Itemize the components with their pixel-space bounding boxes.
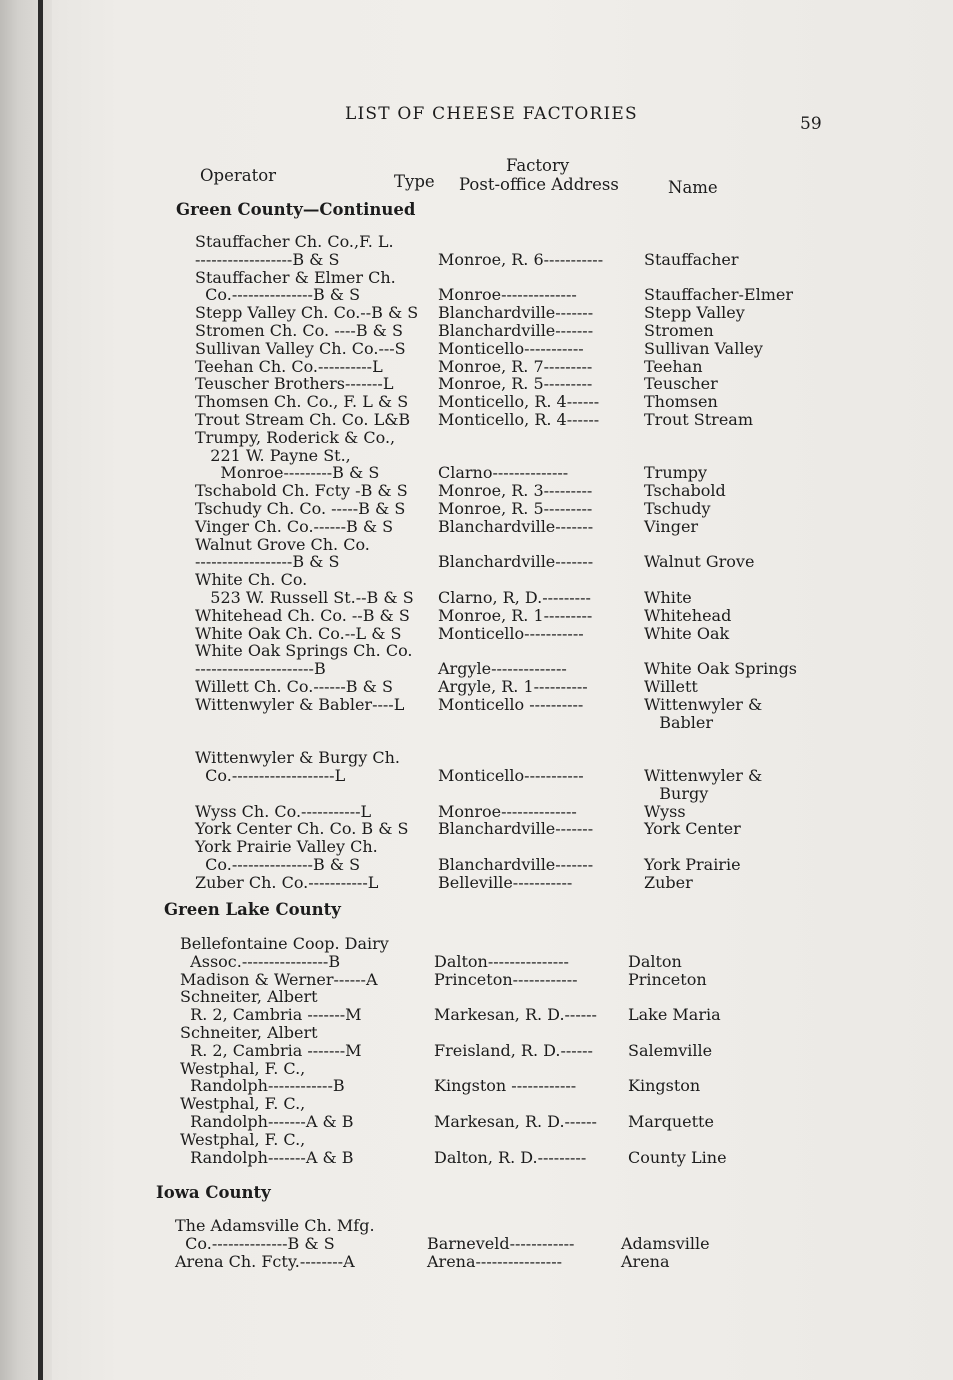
page-binding — [0, 0, 52, 1380]
table-row — [180, 970, 953, 988]
table-row — [195, 374, 953, 392]
table-row — [180, 1023, 953, 1041]
table-row — [195, 677, 953, 695]
factory-name-cell: Trout Stream — [644, 409, 753, 429]
table-row — [195, 766, 953, 784]
address-cell: Monroe, R. 7--------- — [438, 356, 593, 376]
table-row — [195, 588, 953, 606]
address-cell: Dalton--------------- — [434, 951, 569, 971]
table-row — [195, 303, 953, 321]
table-row — [195, 357, 953, 375]
operator-cell: Trumpy, Roderick & Co., — [195, 427, 396, 447]
address-cell: Arena---------------- — [427, 1251, 563, 1271]
operator-cell: ------------------B & S — [195, 552, 340, 572]
address-cell: Belleville----------- — [438, 872, 573, 892]
operator-cell: Arena Ch. Fcty.--------A — [175, 1251, 355, 1271]
address-cell: Monroe-------------- — [438, 801, 577, 821]
operator-cell: Willett Ch. Co.------B & S — [195, 676, 393, 696]
factory-name-cell: Salemville — [628, 1040, 713, 1060]
operator-cell: Randolph------------B — [180, 1076, 345, 1096]
table-row — [195, 428, 953, 446]
operator-cell: Schneiter, Albert — [180, 1022, 318, 1042]
factory-name-cell: Babler — [644, 712, 714, 732]
county-listing-iowa — [175, 1216, 953, 1269]
factory-name-cell: Dalton — [628, 951, 682, 971]
table-row — [195, 339, 953, 357]
operator-cell: Schneiter, Albert — [180, 987, 318, 1007]
table-row — [175, 1234, 953, 1252]
address-cell: Monticello, R. 4------ — [438, 409, 600, 429]
table-row — [180, 952, 953, 970]
table-row — [195, 321, 953, 339]
address-cell: Blanchardville------- — [438, 854, 594, 874]
operator-cell: 221 W. Payne St., — [195, 445, 351, 465]
address-cell: Blanchardville------- — [438, 320, 594, 340]
factory-name-cell: Kingston — [628, 1076, 701, 1096]
table-row — [180, 1094, 953, 1112]
operator-cell: Madison & Werner------A — [180, 969, 378, 989]
column-header-factory: Factory — [506, 156, 570, 175]
table-row — [180, 987, 953, 1005]
factory-name-cell: Arena — [621, 1251, 670, 1271]
operator-cell: Westphal, F. C., — [180, 1094, 306, 1114]
address-cell: Blanchardville------- — [438, 303, 594, 323]
table-row — [195, 570, 953, 588]
factory-name-cell: Walnut Grove — [644, 552, 755, 572]
table-row — [175, 1216, 953, 1234]
binding-edge-line — [38, 0, 43, 1380]
operator-cell: Teuscher Brothers-------L — [195, 374, 394, 394]
address-cell: Dalton, R. D.--------- — [434, 1147, 587, 1167]
operator-cell: The Adamsville Ch. Mfg. — [175, 1216, 375, 1235]
table-row — [195, 268, 953, 286]
table-row — [195, 695, 953, 713]
address-cell: Monticello----------- — [438, 765, 584, 785]
table-row — [195, 232, 953, 250]
table-row — [195, 784, 953, 802]
factory-name-cell: York Prairie — [644, 854, 741, 874]
table-row — [195, 250, 953, 268]
operator-cell: White Oak Springs Ch. Co. — [195, 641, 413, 661]
table-row — [180, 1076, 953, 1094]
operator-cell: Thomsen Ch. Co., F. L & S — [195, 392, 409, 412]
table-row — [195, 837, 953, 855]
table-row — [195, 535, 953, 553]
column-header-type: Type — [394, 172, 435, 191]
address-cell: Clarno-------------- — [438, 463, 569, 483]
address-cell: Monroe, R. 3--------- — [438, 481, 593, 501]
operator-cell: Teehan Ch. Co.----------L — [195, 356, 383, 376]
county-heading: Iowa County — [156, 1183, 271, 1202]
operator-cell: Sullivan Valley Ch. Co.---S — [195, 338, 406, 358]
operator-cell: Randolph-------A & B — [180, 1147, 354, 1167]
factory-name-cell: Teuscher — [644, 374, 718, 394]
operator-cell: Stauffacher Ch. Co.,F. L. — [195, 232, 394, 251]
address-cell: Monroe, R. 5--------- — [438, 374, 593, 394]
factory-name-cell: White Oak — [644, 623, 730, 643]
table-row — [195, 285, 953, 303]
operator-cell: York Center Ch. Co. B & S — [195, 819, 409, 839]
column-header-operator: Operator — [200, 166, 277, 185]
factory-name-cell: Vinger — [644, 516, 699, 536]
factory-name-cell: Princeton — [628, 969, 707, 989]
factory-name-cell: Zuber — [644, 872, 693, 892]
address-cell: Markesan, R. D.------ — [434, 1111, 597, 1131]
operator-cell: R. 2, Cambria -------M — [180, 1040, 362, 1060]
address-cell: Monticello----------- — [438, 338, 584, 358]
address-cell: Freisland, R. D.------ — [434, 1040, 593, 1060]
table-row — [195, 552, 953, 570]
operator-cell: Co.---------------B & S — [195, 854, 361, 874]
county-listing-green-lake — [180, 934, 953, 1165]
factory-name-cell: Lake Maria — [628, 1005, 721, 1025]
table-row — [180, 1112, 953, 1130]
table-row — [195, 499, 953, 517]
operator-cell: Walnut Grove Ch. Co. — [195, 534, 370, 554]
factory-name-cell: White Oak Springs — [644, 659, 798, 679]
table-row — [195, 730, 953, 748]
operator-cell: Wittenwyler & Babler----L — [195, 694, 405, 714]
address-cell: Kingston ------------ — [434, 1076, 577, 1096]
factory-name-cell: Trumpy — [644, 463, 708, 483]
table-row — [180, 1041, 953, 1059]
table-row — [195, 517, 953, 535]
factory-name-cell: Wittenwyler & — [644, 765, 763, 785]
operator-cell: Bellefontaine Coop. Dairy — [180, 934, 389, 953]
factory-name-cell: Thomsen — [644, 392, 718, 412]
address-cell: Monroe, R. 1--------- — [438, 605, 593, 625]
address-cell: Monticello, R. 4------ — [438, 392, 600, 412]
operator-cell: Monroe---------B & S — [195, 463, 380, 483]
table-row — [195, 641, 953, 659]
operator-cell: Stauffacher & Elmer Ch. — [195, 267, 396, 287]
factory-name-cell: York Center — [644, 819, 741, 839]
factory-name-cell: Tschabold — [644, 481, 726, 501]
factory-name-cell: Adamsville — [621, 1233, 710, 1253]
operator-cell: ------------------B & S — [195, 249, 340, 269]
table-row — [180, 934, 953, 952]
operator-cell: Westphal, F. C., — [180, 1129, 306, 1149]
operator-cell: White Oak Ch. Co.--L & S — [195, 623, 402, 643]
operator-cell: Trout Stream Ch. Co. L&B — [195, 409, 411, 429]
address-cell: Blanchardville------- — [438, 516, 594, 536]
factory-name-cell: Sullivan Valley — [644, 338, 763, 358]
factory-name-cell: Stromen — [644, 320, 714, 340]
table-row — [195, 624, 953, 642]
operator-cell: Whitehead Ch. Co. --B & S — [195, 605, 410, 625]
factory-name-cell: Whitehead — [644, 605, 732, 625]
address-cell: Monticello ---------- — [438, 694, 584, 714]
operator-cell: Co.---------------B & S — [195, 285, 361, 305]
factory-name-cell: Stepp Valley — [644, 303, 745, 323]
address-cell: Markesan, R. D.------ — [434, 1005, 597, 1025]
operator-cell: 523 W. Russell St.--B & S — [195, 587, 414, 607]
operator-cell: Wittenwyler & Burgy Ch. — [195, 748, 401, 768]
operator-cell: ----------------------B — [195, 659, 326, 679]
table-row — [195, 446, 953, 464]
factory-name-cell: Teehan — [644, 356, 703, 376]
operator-cell: Co.-------------------L — [195, 765, 346, 785]
factory-name-cell: Tschudy — [644, 498, 711, 518]
table-row — [195, 802, 953, 820]
operator-cell: Co.--------------B & S — [175, 1233, 335, 1253]
running-head: LIST OF CHEESE FACTORIES — [345, 104, 638, 124]
address-cell: Blanchardville------- — [438, 819, 594, 839]
factory-name-cell: White — [644, 587, 692, 607]
factory-name-cell: Wittenwyler & — [644, 694, 763, 714]
county-heading: Green Lake County — [164, 900, 341, 919]
table-row — [195, 659, 953, 677]
page-number: 59 — [800, 114, 822, 134]
address-cell: Monroe, R. 6----------- — [438, 249, 604, 269]
county-heading: Green County—Continued — [176, 200, 416, 219]
table-row — [195, 410, 953, 428]
operator-cell: Stepp Valley Ch. Co.--B & S — [195, 303, 419, 323]
table-row — [195, 819, 953, 837]
factory-name-cell: Wyss — [644, 801, 686, 821]
column-header-name: Name — [668, 178, 718, 197]
operator-cell: Tschudy Ch. Co. -----B & S — [195, 498, 406, 518]
address-cell: Barneveld------------ — [427, 1233, 575, 1253]
column-header-address: Post-office Address — [459, 175, 619, 194]
table-row — [195, 855, 953, 873]
address-cell: Blanchardville------- — [438, 552, 594, 572]
address-cell: Argyle, R. 1---------- — [438, 676, 588, 696]
address-cell: Monroe-------------- — [438, 285, 577, 305]
operator-cell: White Ch. Co. — [195, 570, 308, 590]
operator-cell: Vinger Ch. Co.------B & S — [195, 516, 394, 536]
operator-cell: Tschabold Ch. Fcty -B & S — [195, 481, 408, 501]
table-row — [195, 481, 953, 499]
table-row — [195, 463, 953, 481]
operator-cell: Westphal, F. C., — [180, 1058, 306, 1078]
operator-cell: Wyss Ch. Co.-----------L — [195, 801, 372, 821]
address-cell: Monroe, R. 5--------- — [438, 498, 593, 518]
county-listing-green — [195, 232, 953, 890]
table-row — [195, 748, 953, 766]
table-row — [195, 713, 953, 731]
operator-cell: York Prairie Valley Ch. — [195, 837, 378, 857]
table-row — [195, 606, 953, 624]
table-row — [180, 1059, 953, 1077]
operator-cell: Randolph-------A & B — [180, 1111, 354, 1131]
factory-name-cell: Marquette — [628, 1111, 714, 1131]
address-cell: Clarno, R, D.--------- — [438, 587, 591, 607]
factory-name-cell: County Line — [628, 1147, 727, 1167]
table-row — [175, 1252, 953, 1270]
table-row — [195, 392, 953, 410]
operator-cell: Stromen Ch. Co. ----B & S — [195, 320, 403, 340]
table-row — [195, 873, 953, 891]
factory-name-cell: Willett — [644, 676, 698, 696]
address-cell: Monticello----------- — [438, 623, 584, 643]
table-row — [180, 1148, 953, 1166]
operator-cell: Assoc.----------------B — [180, 951, 341, 971]
factory-name-cell: Stauffacher-Elmer — [644, 285, 794, 305]
table-row — [180, 1005, 953, 1023]
table-row — [180, 1130, 953, 1148]
address-cell: Princeton------------ — [434, 969, 578, 989]
operator-cell: R. 2, Cambria -------M — [180, 1005, 362, 1025]
operator-cell: Zuber Ch. Co.-----------L — [195, 872, 379, 892]
address-cell: Argyle-------------- — [438, 659, 567, 679]
factory-name-cell: Stauffacher — [644, 249, 739, 269]
factory-name-cell: Burgy — [644, 783, 709, 803]
